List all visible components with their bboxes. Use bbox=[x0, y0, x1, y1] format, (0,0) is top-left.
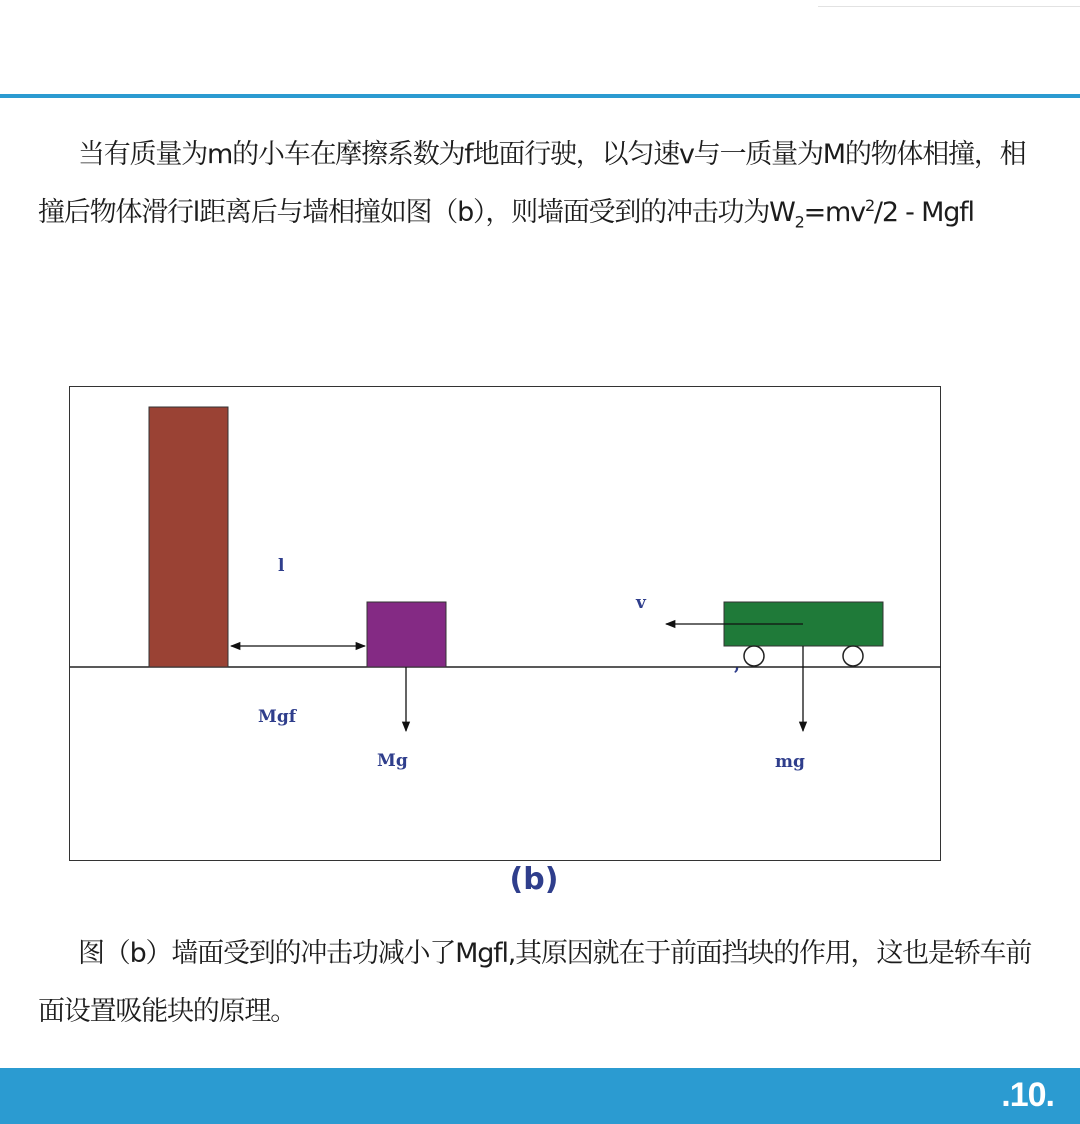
paragraph-intro-text-a: 当有质量为m的小车在摩擦系数为f地面行驶，以匀速v与一质量为M的物体相撞，相撞后物体滑行l距离后与墙相撞如图（b），则墙面受到的冲击功为W bbox=[38, 139, 1026, 228]
cart-weight-label: mg bbox=[775, 752, 805, 772]
paragraph-intro-text-c: /2 - Mgfl bbox=[873, 197, 974, 228]
paragraph-intro-text-b: =mv bbox=[803, 197, 865, 228]
paragraph-conclusion bbox=[38, 925, 1043, 1041]
paragraph-conclusion-text: 图（b）墙面受到的冲击功减小了Mgfl,其原因就在于前面挡块的作用，这也是轿车前面设置吸能块的原理。 bbox=[38, 938, 1032, 1027]
velocity-label: v bbox=[636, 593, 646, 613]
paragraph-intro-subscript: 2 bbox=[794, 212, 804, 232]
figure-caption: (b) bbox=[509, 862, 559, 897]
cart-wheel-rear bbox=[744, 646, 764, 666]
mass-block bbox=[367, 602, 446, 667]
distance-label: l bbox=[278, 556, 285, 576]
paragraph-intro-superscript: 2 bbox=[864, 196, 874, 215]
friction-label: Mgf bbox=[258, 707, 297, 727]
page-number: .10. bbox=[1001, 1076, 1054, 1114]
wall-block bbox=[149, 407, 228, 667]
stray-mark: , bbox=[734, 655, 740, 675]
block-weight-label: Mg bbox=[377, 751, 408, 771]
footer-bar bbox=[0, 1068, 1080, 1124]
cart-wheel-front bbox=[843, 646, 863, 666]
